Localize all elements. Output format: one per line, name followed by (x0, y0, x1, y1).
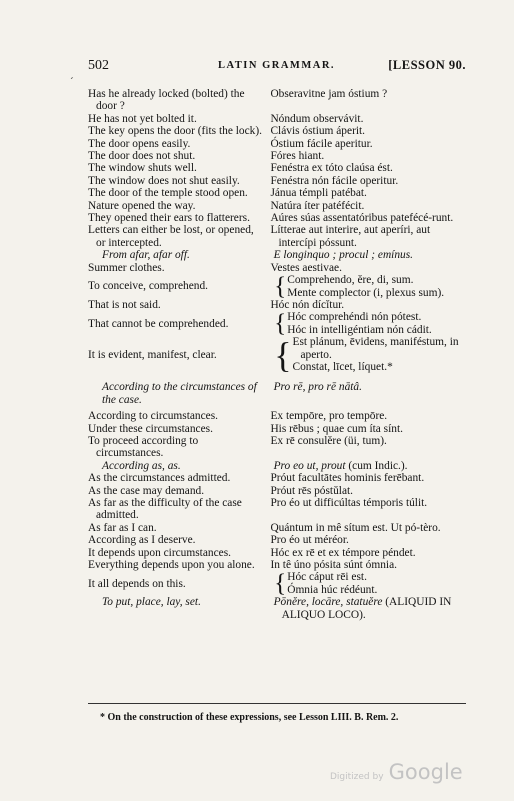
section-heading-row (88, 381, 466, 406)
latin-text-tail: (ALIQUID IN ALIQUO LOCO). (281, 596, 452, 621)
english-text: Nature opened the way. (88, 199, 196, 212)
vocabulary-table (88, 88, 466, 621)
table-row (88, 125, 466, 137)
english-text: That is not said. (88, 298, 161, 311)
watermark (330, 760, 463, 784)
table-row (88, 522, 466, 534)
latin-text: Fenéstra ex tóto claúsa ést. (270, 162, 393, 175)
latin-text (274, 460, 466, 472)
table-row (88, 138, 466, 150)
latin-text: Clávis óstium áperit. (270, 125, 366, 138)
table-row (88, 88, 466, 113)
english-text: According to circumstances. (88, 410, 218, 423)
english-text: Letters can either be lost, or opened, or intercepted. (88, 224, 254, 249)
latin-text: Natúra íter patéfécit. (270, 199, 365, 212)
latin-text: Lítterae aut interire, aut aperíri, aut intercípi póssunt. (270, 224, 431, 249)
latin-text: Comprehendo, ĕre, di, sum. (287, 274, 414, 287)
section-heading: According to the circumstances of the case. (102, 381, 257, 406)
table-row (88, 187, 466, 199)
page-number: 502 (88, 58, 109, 73)
english-text: The door of the temple stood open. (88, 187, 248, 200)
table-row (88, 497, 466, 522)
latin-text: Fenéstra nón fácile operitur. (270, 174, 399, 187)
english-text: As the circumstances admitted. (88, 472, 231, 485)
latin-group (274, 571, 466, 596)
margin-mark: ´ (70, 76, 74, 88)
latin-text: Próut rēs póstŭlat. (270, 484, 354, 497)
english-text: Everything depends upon you alone. (88, 559, 255, 572)
latin-text: Hóc cáput rēi est. (287, 571, 367, 584)
english-text: The door does not shut. (88, 150, 196, 163)
latin-text: Nóndum observávit. (270, 112, 364, 125)
section-heading: From afar, afar off. (102, 249, 190, 262)
latin-text: E longinquo ; procul ; emínus. (273, 249, 414, 262)
latin-text: In tê úno pósita súnt ómnia. (270, 559, 397, 572)
table-row (88, 212, 466, 224)
table-row (88, 311, 466, 336)
table-row (88, 274, 466, 299)
english-text: To proceed according to circumstances. (88, 434, 199, 460)
english-text: It depends upon circumstances. (88, 546, 231, 559)
table-row (88, 435, 466, 460)
english-text: The window shuts well. (88, 162, 197, 175)
latin-text: Quántum in mê sítum est. Ut pó-tèro. (270, 521, 441, 534)
table-row (88, 200, 466, 212)
footnote-rule (88, 703, 466, 704)
latin-group (274, 274, 466, 299)
running-title: LATIN GRAMMAR. (218, 60, 336, 71)
table-row (88, 423, 466, 435)
latin-text: Ex rē consulĕre (üi, tum). (270, 434, 387, 447)
latin-text-tail: (cum Indic.). (345, 459, 408, 472)
table-row (88, 547, 466, 559)
english-text: It is evident, manifest, clear. (88, 348, 217, 361)
english-text: It all depends on this. (88, 577, 186, 590)
brace-glyph: { (274, 334, 292, 375)
table-row (88, 485, 466, 497)
latin-text: Fóres hiant. (270, 150, 325, 163)
section-heading: To put, place, lay, set. (102, 596, 201, 609)
english-text: Summer clothes. (88, 261, 165, 274)
english-text: As far as I can. (88, 521, 157, 534)
latin-group (274, 336, 466, 373)
latin-text: His rēbus ; quae cum íta sínt. (270, 422, 403, 435)
latin-text: Mente complector (i, plexus sum). (287, 286, 445, 299)
section-heading-row (88, 596, 466, 621)
lesson-label: [LESSON 90. (388, 58, 466, 72)
table-row (88, 410, 466, 422)
latin-text: Pro éo ut méréor. (270, 534, 349, 547)
google-logo: Google (388, 760, 463, 784)
english-text: That cannot be comprehended. (88, 317, 229, 330)
english-text: The door opens easily. (88, 137, 191, 150)
table-row (88, 571, 466, 596)
english-text: As the case may demand. (88, 484, 205, 497)
latin-text: Obseravitne jam óstium ? (270, 88, 388, 100)
table-row (88, 150, 466, 162)
latin-group (274, 311, 466, 336)
english-text: They opened their ears to flatterers. (88, 212, 250, 225)
english-text: Has he already locked (bolted) the door ? (88, 88, 245, 113)
latin-text: Ex tempōre, pro tempōre. (270, 410, 388, 423)
english-text: To conceive, comprehend. (88, 280, 209, 293)
table-row (88, 336, 466, 373)
latin-text: Hóc ex rē et ex témpore péndet. (270, 546, 416, 559)
english-text: As far as the difficulty of the case admitted. (88, 497, 242, 522)
latin-text: Hóc nón dícĭtur. (270, 298, 345, 311)
latin-text: Hóc comprehéndi nón pótest. (287, 311, 422, 324)
english-text: He has not yet bolted it. (88, 112, 197, 125)
latin-italic: Pro eo ut, prout (273, 459, 346, 472)
latin-text: Aúres súas assentatóribus patefécé-runt. (270, 212, 454, 225)
table-row (88, 472, 466, 484)
latin-text: Óstium fácile aperitur. (270, 137, 373, 150)
section-heading: According as, as. (102, 459, 181, 472)
latin-italic: Pōnĕre, locāre, statuĕre (273, 596, 383, 609)
latin-text: Pro rē, pro rē nātâ. (273, 381, 362, 394)
latin-text: Est plánum, ēvidens, maniféstum, in aperto. (292, 336, 459, 361)
english-text: Under these circumstances. (88, 422, 213, 435)
latin-text: Hóc in intelligéntiam nón cádit. (287, 323, 432, 336)
latin-text: Pro éo ut difficúltas témporis túlit. (270, 497, 428, 509)
table-row (88, 224, 466, 249)
table-row (88, 534, 466, 546)
latin-text: Jánua témpli patébat. (270, 187, 367, 200)
brace-glyph: { (274, 569, 287, 597)
brace-glyph: { (274, 309, 287, 337)
brace-glyph: { (274, 272, 287, 300)
latin-text: Ómnia húc rédéunt. (287, 583, 378, 596)
english-text: The key opens the door (fits the lock). (88, 125, 262, 138)
footnote: * On the construction of these expressions, see Lesson LIII. B. Rem. 2. (100, 712, 399, 723)
english-text: According as I deserve. (88, 534, 196, 547)
table-row (88, 113, 466, 125)
watermark-digitized: Digitized by (330, 772, 384, 782)
table-row (88, 175, 466, 187)
section-heading-row (88, 249, 466, 261)
table-row (88, 162, 466, 174)
latin-text: Próut facultātes hominis ferēbant. (270, 472, 425, 485)
latin-text: Constat, līcet, líquet.* (292, 360, 393, 373)
latin-text (274, 596, 466, 621)
section-heading-row (88, 460, 466, 472)
latin-text: Vestes aestivae. (270, 261, 342, 274)
english-text: The window does not shut easily. (88, 174, 240, 187)
